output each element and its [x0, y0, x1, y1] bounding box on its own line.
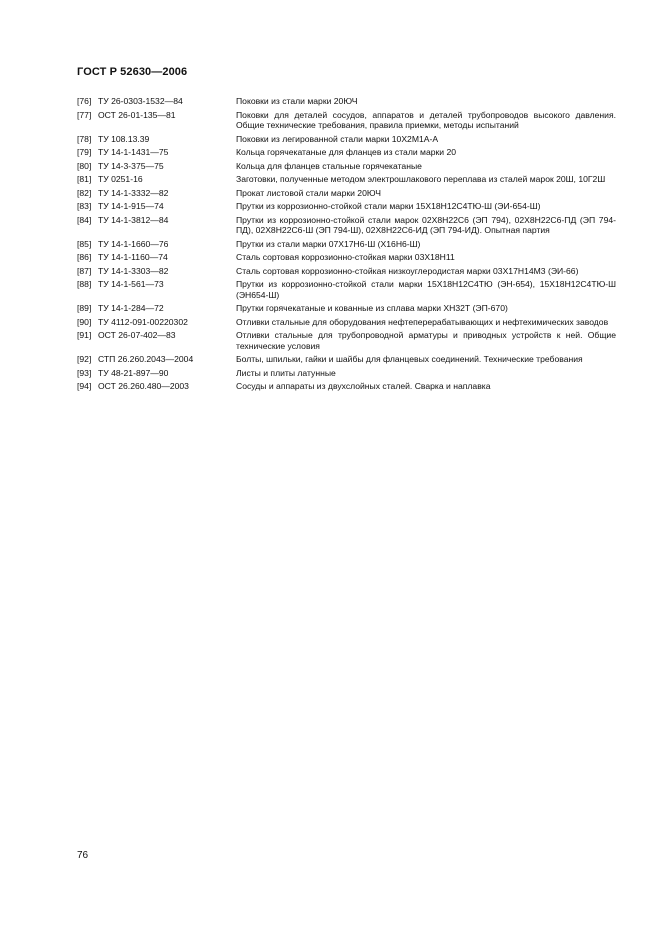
reference-number: [76] [77, 96, 92, 106]
reference-number: [77] [77, 109, 92, 120]
reference-list [77, 96, 617, 395]
reference-number: [85] [77, 238, 92, 249]
reference-row [77, 215, 617, 236]
reference-number: [78] [77, 133, 92, 144]
page-number: 76 [77, 850, 89, 861]
reference-description: Сосуды и аппараты из двухслойных сталей. Сварка и наплавка [236, 381, 491, 391]
reference-code: ТУ 14-1-3303—82 [98, 265, 169, 276]
reference-description: Прутки горячекатаные и кованные из сплава марки ХН32Т (ЭП-670) [236, 303, 508, 313]
reference-row [77, 266, 617, 277]
reference-description: Отливки стальные для оборудования нефтеперерабатывающих и нефтехимических заводов [236, 316, 609, 327]
reference-number: [79] [77, 147, 92, 157]
reference-code: ТУ 14-1-1160—74 [98, 252, 168, 262]
reference-description: Кольца горячекатаные для фланцев из стали марки 20 [236, 147, 457, 157]
reference-description: Сталь сортовая коррозионно-стойкая марки 03Х18Н11 [236, 252, 455, 262]
reference-number: [92] [77, 354, 92, 364]
reference-description: Прутки из коррозионно-стойкой стали марок 02Х8Н22С6 (ЭП 794), 02Х8Н22С6-ПД (ЭП 794-ПД), 02Х8Н22С6-Ш (ЭП 794-Ш), 02Х8Н22С6-ИД (ЭП 794-ИД). Опытная партия [236, 214, 616, 235]
reference-row [77, 134, 617, 145]
reference-row [77, 147, 617, 158]
reference-number: [80] [77, 160, 92, 171]
reference-code: ТУ 14-3-375—75 [98, 160, 164, 171]
reference-row [77, 110, 617, 131]
reference-number: [82] [77, 187, 92, 198]
page-header: ГОСТ Р 52630—2006 [77, 66, 188, 78]
reference-number: [90] [77, 316, 92, 327]
reference-description: Поковки из легированной стали марки 10Х2М1А-А [236, 133, 439, 144]
reference-code: ТУ 26-0303-1532—84 [98, 96, 183, 106]
reference-number: [93] [77, 367, 92, 378]
reference-description: Прутки из коррозионно-стойкой стали марки 15Х18Н12С4ТЮ (ЭН-654), 15Х18Н12С4ТЮ-Ш (ЭН654-Ш) [236, 279, 616, 300]
reference-code: ТУ 14-1-915—74 [98, 201, 164, 211]
reference-description: Листы и плиты латунные [236, 367, 336, 378]
reference-description: Поковки для деталей сосудов, аппаратов и деталей трубопроводов высокого давления. Общие технические требования, правила приемки, методы испытаний [236, 109, 616, 130]
reference-row [77, 174, 617, 185]
reference-code: ТУ 14-1-561—73 [98, 279, 164, 289]
reference-code: ТУ 14-1-3812—84 [98, 214, 169, 225]
reference-row [77, 317, 617, 328]
reference-row [77, 279, 617, 300]
reference-row [77, 188, 617, 199]
reference-number: [88] [77, 279, 92, 289]
reference-code: ОСТ 26-01-135—81 [98, 109, 176, 120]
reference-description: Заготовки, полученные методом электрошлакового переплава из сталей марок 20Ш, 10Г2Ш [236, 174, 606, 184]
reference-description: Кольца для фланцев стальные горячекатаные [236, 160, 422, 171]
reference-number: [84] [77, 214, 92, 225]
reference-description: Отливки стальные для трубопроводной арматуры и приводных устройств к ней. Общие технические условия [236, 330, 616, 351]
reference-row [77, 252, 617, 263]
reference-description: Прутки из стали марки 07Х17Н6-Ш (Х16Н6-Ш) [236, 238, 421, 249]
reference-description: Болты, шпильки, гайки и шайбы для фланцевых соединений. Технические требования [236, 354, 583, 364]
reference-code: ТУ 14-1-1431—75 [98, 147, 169, 157]
reference-code: ТУ 108.13.39 [98, 133, 150, 144]
reference-number: [91] [77, 330, 92, 340]
reference-code: ТУ 4112-091-00220302 [98, 316, 188, 327]
reference-code: ТУ 14-1-3332—82 [98, 187, 169, 198]
reference-row [77, 239, 617, 250]
reference-code: ТУ 48-21-897—90 [98, 367, 169, 378]
reference-row [77, 381, 617, 392]
reference-number: [81] [77, 174, 92, 184]
reference-code: ТУ 0251-16 [98, 174, 143, 184]
reference-code: ОСТ 26-07-402—83 [98, 330, 176, 340]
reference-row [77, 368, 617, 379]
reference-row [77, 161, 617, 172]
reference-row [77, 201, 617, 212]
reference-code: ТУ 14-1-284—72 [98, 303, 164, 313]
reference-row [77, 96, 617, 107]
reference-row [77, 354, 617, 365]
reference-code: СТП 26.260.2043—2004 [98, 354, 194, 364]
reference-number: [89] [77, 303, 92, 313]
reference-description: Сталь сортовая коррозионно-стойкая низкоуглеродистая марки 03Х17Н14М3 (ЭИ-66) [236, 265, 579, 276]
reference-code: ОСТ 26.260.480—2003 [98, 381, 189, 391]
reference-row [77, 330, 617, 351]
reference-description: Поковки из стали марки 20ЮЧ [236, 96, 358, 106]
reference-description: Прутки из коррозионно-стойкой стали марки 15Х18Н12С4ТЮ-Ш (ЭИ-654-Ш) [236, 201, 541, 211]
reference-number: [87] [77, 265, 92, 276]
reference-number: [86] [77, 252, 92, 262]
reference-number: [83] [77, 201, 92, 211]
reference-description: Прокат листовой стали марки 20ЮЧ [236, 187, 381, 198]
reference-number: [94] [77, 381, 92, 391]
reference-code: ТУ 14-1-1660—76 [98, 238, 169, 249]
reference-row [77, 303, 617, 314]
